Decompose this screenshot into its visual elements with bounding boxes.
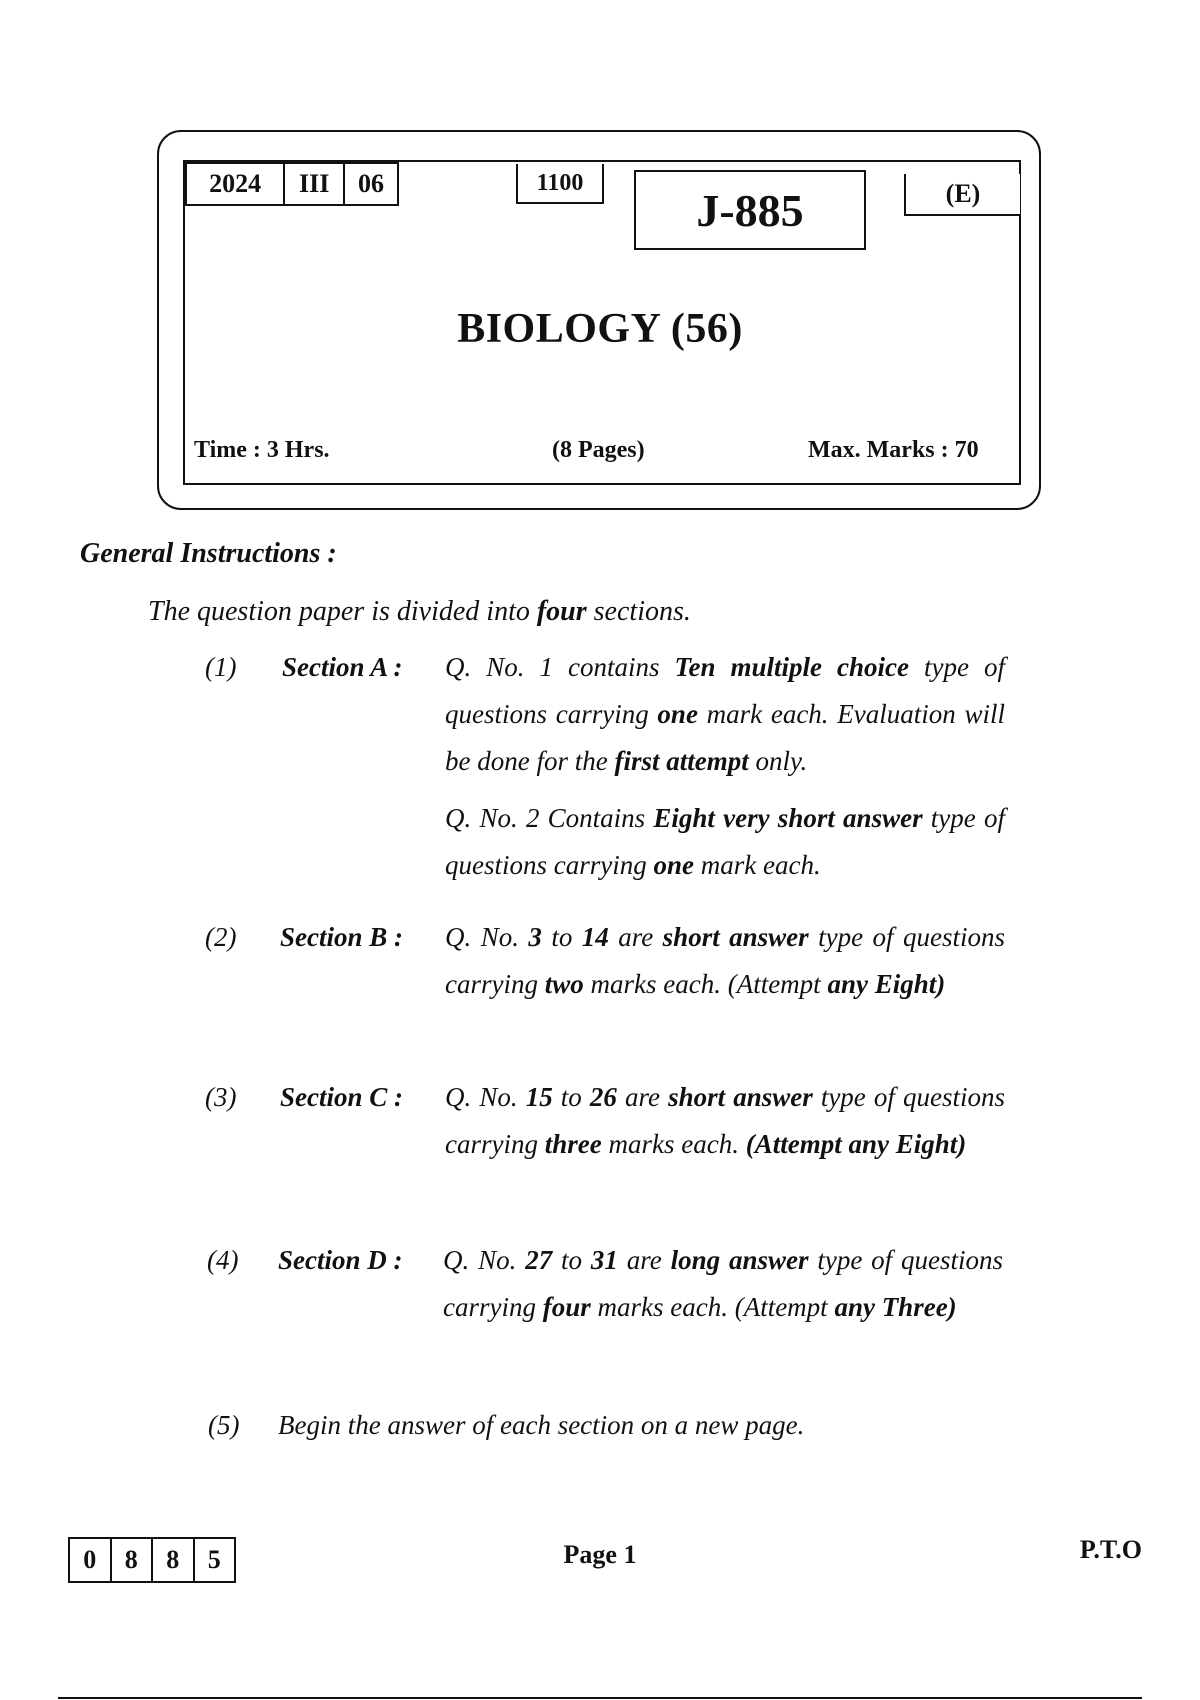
general-instructions-heading: General Instructions : [80, 538, 337, 569]
section-b-description [445, 914, 1005, 1008]
section-label: Section C : [280, 1082, 404, 1112]
text-emphasis: 27 [525, 1245, 553, 1275]
paper-number-digit: 8 [153, 1539, 195, 1581]
paper-number-digit: 5 [207, 1545, 221, 1574]
text-emphasis: long answer [670, 1245, 809, 1275]
text-run: only. [748, 746, 808, 776]
section-label: Section D : [278, 1245, 403, 1275]
text-run: are [617, 1245, 671, 1275]
text-run: mark each. Evaluation will be done for the [445, 699, 1005, 776]
year-code: 2024 [187, 164, 285, 204]
text-run: Q. No. 1 contains [445, 652, 675, 682]
text-run: marks each. [601, 1129, 746, 1159]
text-run: type of questions carrying [445, 803, 1005, 880]
text-run: to [552, 1082, 590, 1112]
text-run: Q. No. [443, 1245, 526, 1275]
text-run: marks each. (Attempt [583, 969, 828, 999]
text-emphasis: one [653, 850, 694, 880]
text-run: mark each. [694, 850, 821, 880]
section-c-description [445, 1074, 1005, 1168]
text-emphasis: 26 [589, 1082, 617, 1112]
text-run: Q. No. 2 Contains [445, 803, 654, 833]
please-turn-over: P.T.O [1079, 1535, 1142, 1564]
text-emphasis: short answer [662, 922, 809, 952]
page-count: (8 Pages) [552, 437, 645, 463]
subject-title: BIOLOGY (56) [457, 306, 743, 352]
text-emphasis: 15 [525, 1082, 553, 1112]
text-emphasis: first attempt [614, 746, 749, 776]
year-session-code-box [185, 162, 399, 206]
time-duration: Time : 3 Hrs. [194, 437, 330, 463]
item-number: (5) [208, 1410, 240, 1440]
instructions-intro [148, 596, 691, 628]
instruction-text: Begin the answer of each section on a new page. [278, 1410, 805, 1440]
text-run: marks each. (Attempt [590, 1292, 835, 1322]
paper-number-digit: 8 [112, 1539, 154, 1581]
text-emphasis: Eight very short answer [653, 803, 923, 833]
item-number: (1) [205, 652, 237, 682]
text-emphasis: four [542, 1292, 591, 1322]
text-emphasis: (Attempt any Eight) [745, 1129, 967, 1159]
text-run: are [616, 1082, 669, 1112]
session-code: III [285, 164, 345, 204]
text-emphasis: 3 [528, 922, 542, 952]
page-number: Page 1 [563, 1540, 637, 1569]
paper-number-digit: 0 [70, 1539, 112, 1581]
text-run: type of questions carrying [445, 652, 1005, 729]
text-run: type of questions carrying [445, 922, 1005, 999]
text-run: Q. No. [445, 922, 529, 952]
text-emphasis: one [657, 699, 698, 729]
batch-code: 1100 [516, 164, 604, 204]
intro-emphasis: four [536, 596, 587, 627]
text-emphasis: short answer [668, 1082, 813, 1112]
text-emphasis: three [544, 1129, 602, 1159]
text-run: Q. No. [445, 1082, 526, 1112]
paper-code: J-885 [634, 170, 866, 250]
text-run: to [552, 1245, 591, 1275]
text-run: to [541, 922, 582, 952]
medium-code: (E) [904, 174, 1020, 216]
max-marks: Max. Marks : 70 [808, 437, 979, 463]
item-number: (2) [205, 922, 237, 952]
text-run: type of questions carrying [445, 1082, 1005, 1159]
section-label: Section A : [282, 652, 403, 682]
section-d-description [443, 1237, 1003, 1331]
text-emphasis: 14 [581, 922, 609, 952]
month-code: 06 [358, 169, 384, 198]
text-run: type of questions carrying [443, 1245, 1003, 1322]
bottom-rule [58, 1697, 1142, 1699]
intro-text: The question paper is divided into [148, 596, 537, 627]
text-emphasis: 31 [590, 1245, 618, 1275]
item-number: (3) [205, 1082, 237, 1112]
text-emphasis: Ten multiple choice [674, 652, 910, 682]
section-a-description [445, 644, 1005, 889]
text-emphasis: any Three) [834, 1292, 957, 1322]
text-emphasis: two [544, 969, 584, 999]
text-run: are [608, 922, 663, 952]
intro-text-end: sections. [586, 596, 691, 627]
paragraph-gap [445, 785, 1005, 795]
text-emphasis: any Eight) [827, 969, 946, 999]
item-number: (4) [207, 1245, 239, 1275]
section-label: Section B : [280, 922, 404, 952]
